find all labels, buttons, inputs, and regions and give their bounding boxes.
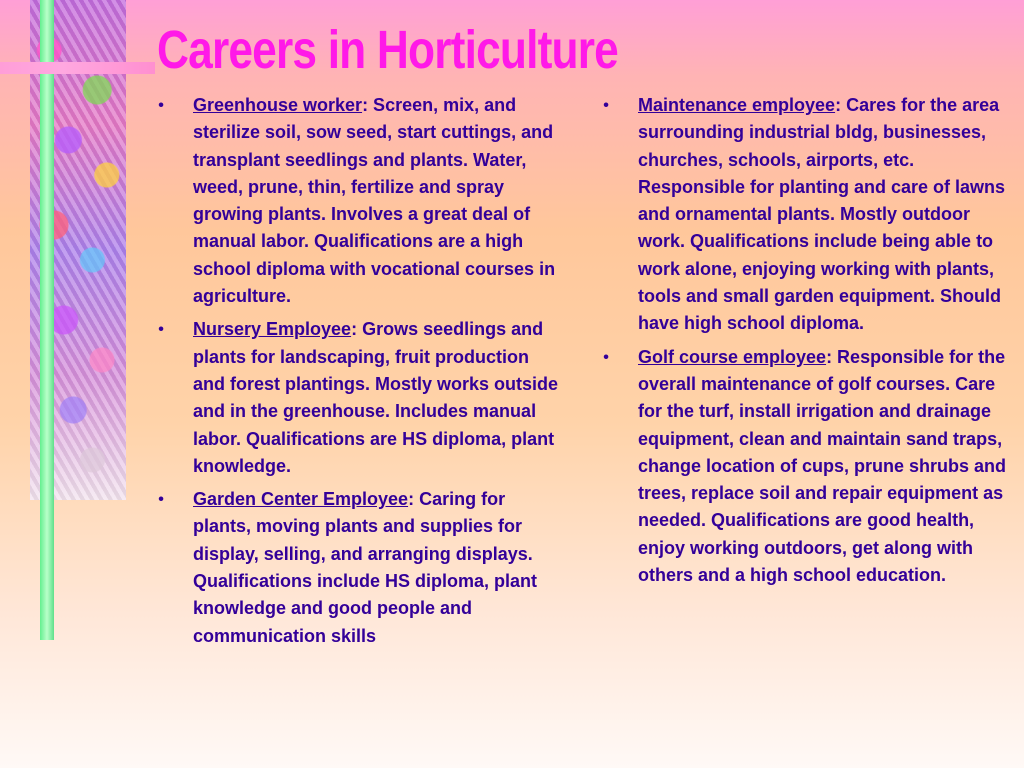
career-item-golf-course-employee: [600, 344, 1010, 590]
bullet-icon: •: [158, 97, 164, 114]
bullet-icon: •: [158, 321, 164, 339]
green-vertical-bar: [40, 0, 54, 640]
career-description: : Cares for the area surrounding industrial bldg, businesses, churches, schools, airports, etc. Responsible for planting and care of lawns and ornamental plants. Mostly outdoor work. Qualifications include being able to work alone, enjoying working with plants, tools and small garden equipment. Should have high school diploma.: [638, 95, 1006, 334]
slide-title: Careers in Horticulture: [157, 20, 618, 80]
career-item-nursery-employee: [155, 316, 560, 480]
career-description: : Responsible for the overall maintenance of golf courses. Care for the turf, install irrigation and drainage equipment, clean and maintain sand traps, change location of cups, prune shrubs and trees, replace soil and repair equipment as needed. Qualifications are good health, enjoy working outdoors, get along with others and a high school education.: [638, 346, 1007, 586]
career-term: Nursery Employee: [193, 319, 352, 340]
left-bullet-list: [155, 92, 560, 656]
pink-horizontal-bar: [0, 62, 155, 74]
career-item-maintenance-employee: [600, 92, 1010, 338]
right-bullet-list: [600, 92, 1010, 595]
career-description: : Screen, mix, and sterilize soil, sow seed, start cuttings, and transplant seedlings and plants. Water, weed, prune, thin, fertilize and spray growing plants. Involves a great deal of manual labor. Qualifications are a high school diploma with vocational courses in agriculture.: [193, 95, 556, 307]
bullet-icon: •: [158, 491, 164, 509]
career-term: Maintenance employee: [638, 95, 836, 115]
career-description: : Caring for plants, moving plants and supplies for display, selling, and arranging displays. Qualifications include HS diploma, plant knowledge and good people and communication skills: [193, 489, 538, 646]
career-description: : Grows seedlings and plants for landscaping, fruit production and forest plantings. Mostly works outside and in the greenhouse. Includes manual labor. Qualifications are HS diploma, plant knowledge.: [193, 319, 559, 476]
career-term: Golf course employee: [638, 346, 827, 367]
bullet-icon: •: [603, 97, 609, 114]
career-term: Greenhouse worker: [193, 95, 363, 115]
career-item-garden-center-employee: [155, 486, 560, 650]
career-item-greenhouse-worker: [155, 92, 560, 310]
career-term: Garden Center Employee: [193, 489, 409, 510]
bullet-icon: •: [603, 348, 609, 366]
